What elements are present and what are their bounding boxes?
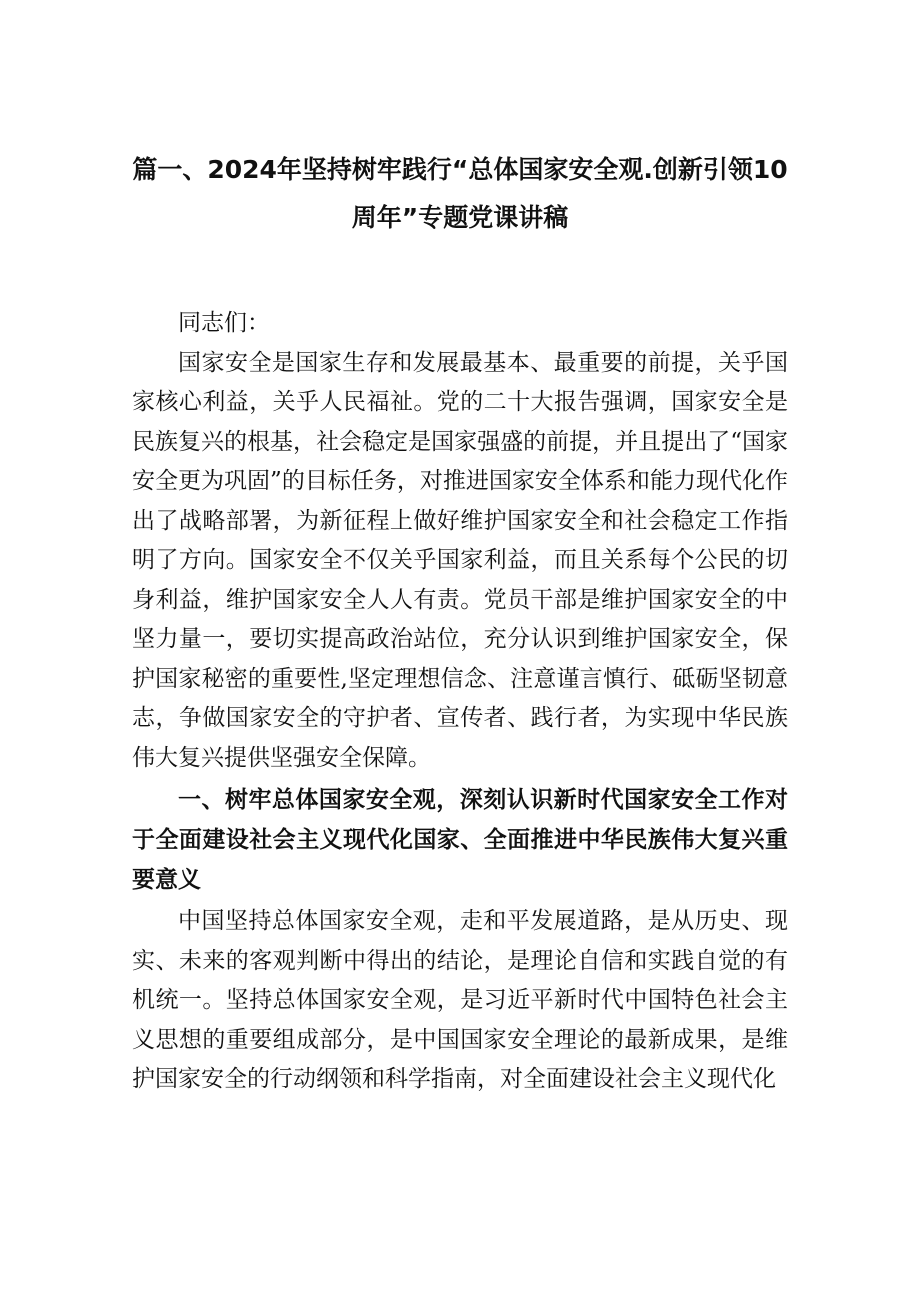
paragraph-2: 中国坚持总体国家安全观，走和平发展道路，是从历史、现实、未来的客观判断中得出的结论，是理论自信和实践自觉的有机统一。坚持总体国家安全观，是习近平新时代中国特色社会主义思想的重要组成部分，是中国国家安全理论的最新成果，是维护国家安全的行动纲领和科学指南，对全面建设社会主义现代化 [132, 908, 788, 1092]
document-title-line-2: 周年”专题党课讲稿 [351, 203, 569, 232]
paragraph-1: 国家安全是国家生存和发展最基本、最重要的前提，关乎国家核心利益，关乎人民福祉。党的二十大报告强调，国家安全是民族复兴的根基，社会稳定是国家强盛的前提，并且提出了“国家安全更为巩固”的目标任务，对推进国家安全体系和能力现代化作出了战略部署，为新征程上做好维护国家安全和社会稳定工作指明了方向。国家安全不仅关乎国家利益，而且关系每个公民的切身利益，维护国家安全人人有责。党员干部是维护国家安全的中坚力量一，要切实提高政治站位，充分认识到维护国家安全，保护国家秘密的重要性,坚定理想信念、注意谨言慎行、砥砺坚韧意志，争做国家安全的守护者、宣传者、践行者，为实现中华民族伟大复兴提供坚强安全保障。 [132, 349, 788, 771]
greeting: 同志们： [178, 310, 270, 336]
document-title-line-1: 篇一、2024年坚持树牢践行“总体国家安全观.创新引领10 [132, 155, 788, 184]
document-body [132, 304, 788, 1100]
section-heading-1: 一、树牢总体国家安全观，深刻认识新时代国家安全工作对于全面建设社会主义现代化国家、全面推进中华民族伟大复兴重要意义 [132, 787, 788, 893]
